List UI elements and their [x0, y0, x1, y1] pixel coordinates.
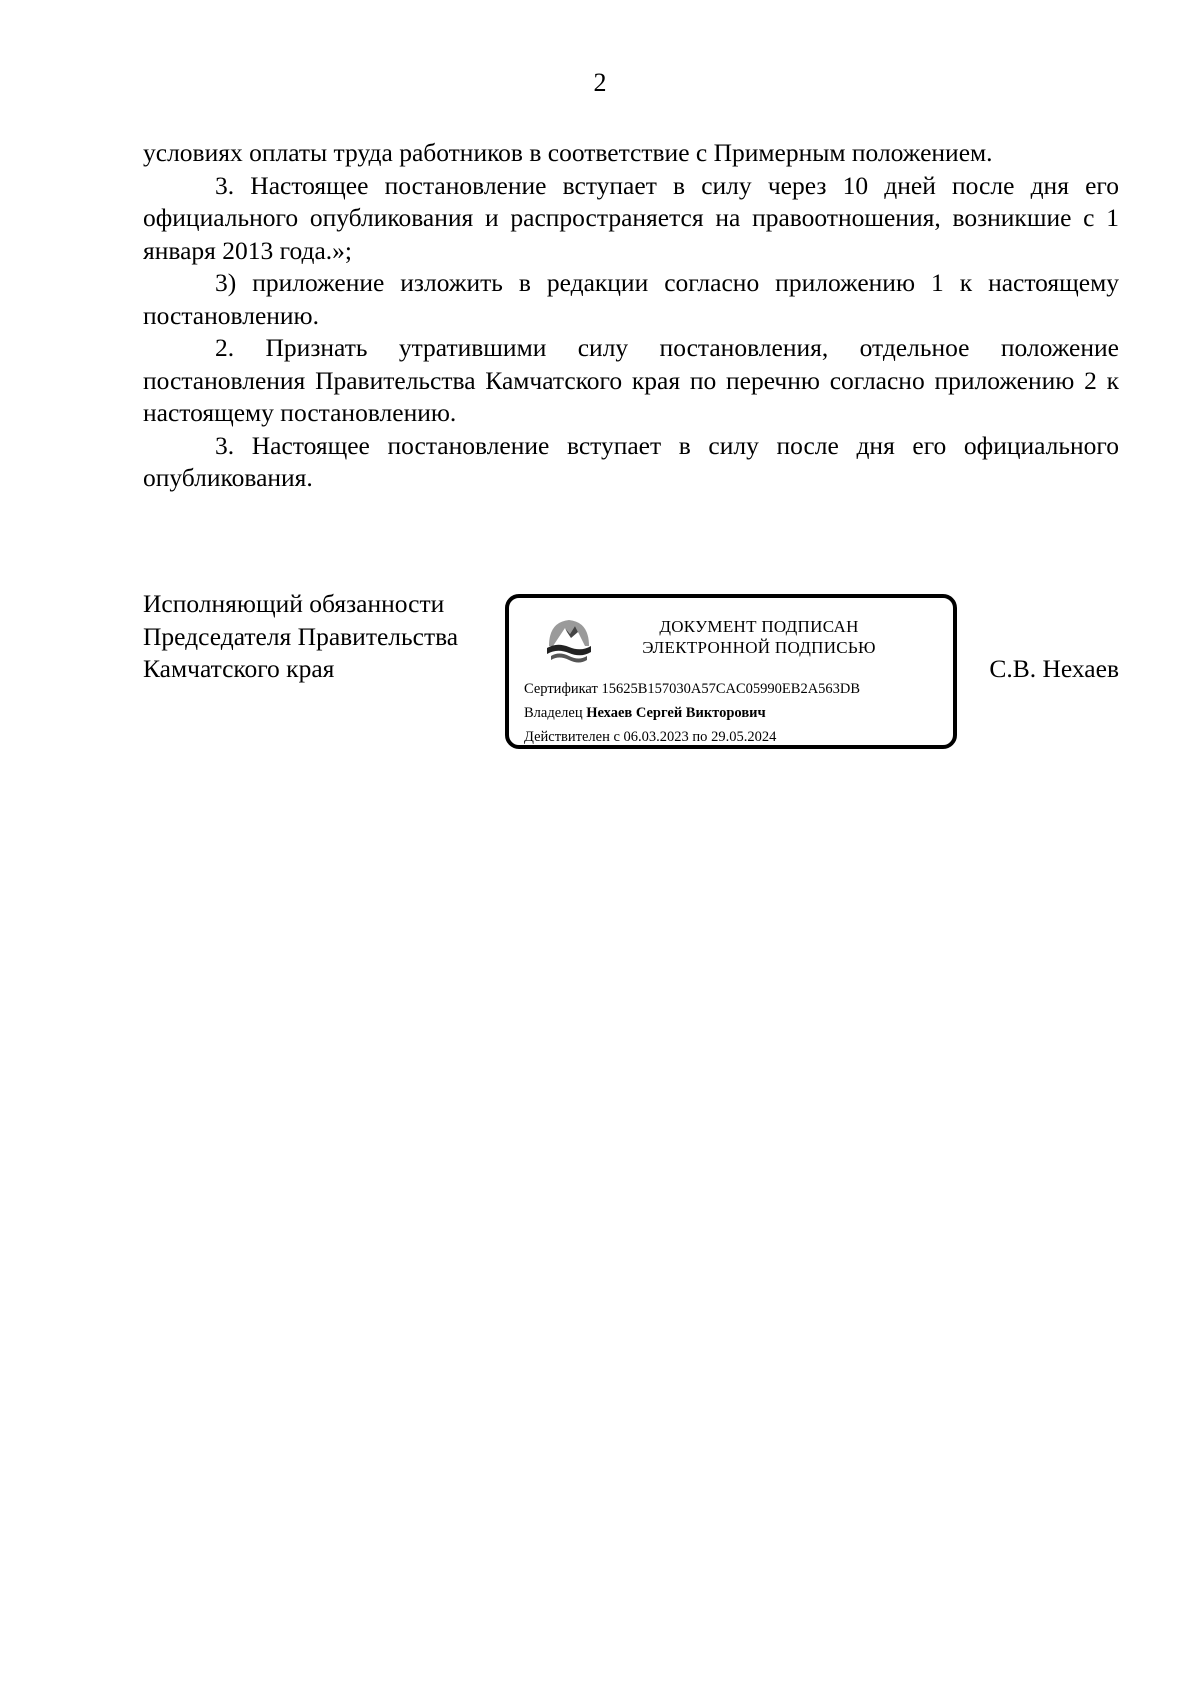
stamp-title-line: ЭЛЕКТРОННОЙ ПОДПИСЬЮ [642, 638, 876, 657]
signatory-line: Председателя Правительства [143, 621, 459, 651]
owner-label: Владелец [524, 705, 583, 721]
certificate-label: Сертификат [524, 681, 598, 697]
stamp-title [609, 616, 909, 658]
valid-to-label: по [692, 729, 708, 745]
stamp-certificate-line [524, 680, 860, 698]
stamp-title-line: ДОКУМЕНТ ПОДПИСАН [659, 617, 859, 636]
valid-to-date: 29.05.2024 [711, 729, 777, 745]
page-number: 2 [593, 68, 607, 97]
valid-from-date: 06.03.2023 [623, 729, 689, 745]
document-body [143, 137, 1119, 495]
valid-from-label: с [613, 729, 620, 745]
signer-name: С.В. Нехаев [989, 654, 1119, 683]
owner-value: Нехаев Сергей Викторович [586, 705, 766, 721]
certificate-value: 15625B157030A57CAC05990EB2A563DB [601, 681, 861, 697]
signatory-line: Камчатского края [143, 654, 335, 683]
paragraph-appendix-amendment: 3) приложение изложить в редакции согласно приложению 1 к настоящему постановлению. [143, 268, 1119, 330]
paragraph-continuation: условиях оплаты труда работников в соответствие с Примерным положением. [143, 138, 993, 167]
coat-of-arms-icon [545, 616, 593, 666]
stamp-validity-line [524, 728, 776, 746]
paragraph-entry-into-force: 3. Настоящее постановление вступает в силу после дня его официального опубликования. [143, 430, 1119, 492]
paragraph-repeal: 2. Признать утратившими силу постановления, отдельное положение постановления Правительства Камчатского края по перечню согласно приложению 2 к настоящему постановлению. [143, 333, 1119, 427]
electronic-signature-stamp [505, 594, 957, 749]
valid-label: Действителен [524, 729, 610, 745]
stamp-owner-line [524, 704, 766, 722]
paragraph-effective-date-quoted: 3. Настоящее постановление вступает в силу через 10 дней после дня его официального опубликования и распространяется на правоотношения, возникшие с 1 января 2013 года.»; [143, 170, 1119, 265]
signatory-position [143, 588, 458, 686]
signatory-line: Исполняющий обязанности [143, 589, 445, 618]
